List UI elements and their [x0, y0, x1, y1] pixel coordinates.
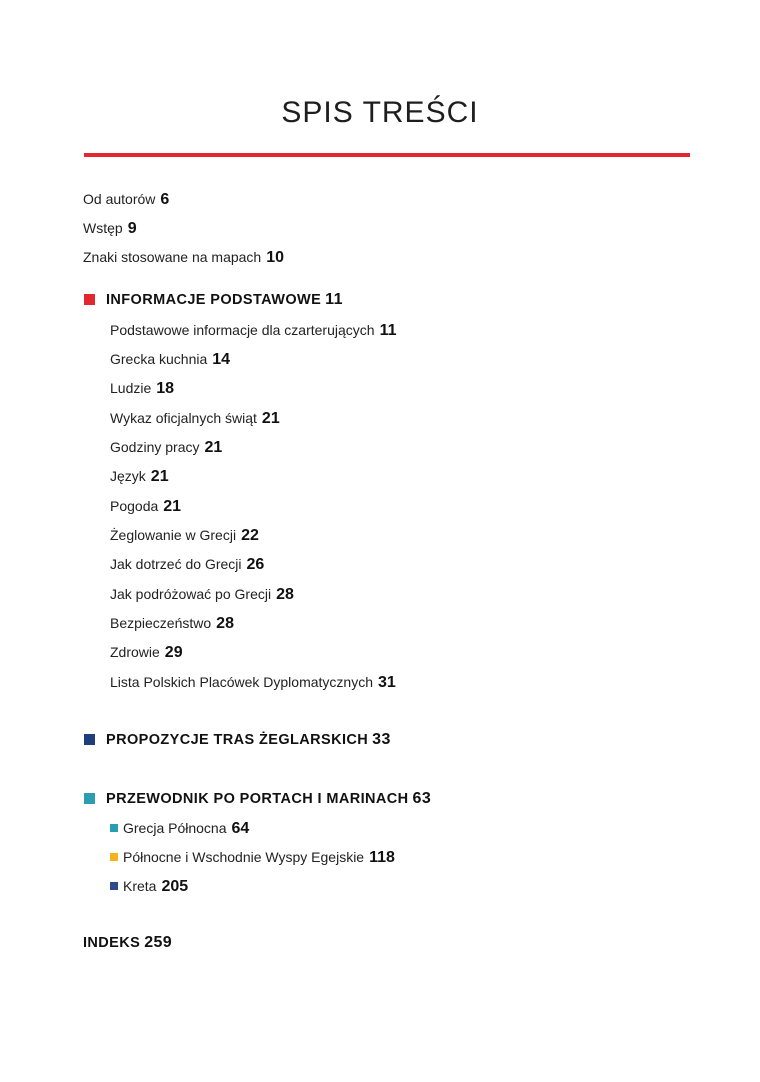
page-title: SPIS TREŚCI [281, 96, 479, 129]
toc-index-heading[interactable] [83, 934, 172, 952]
toc-entry-page: 22 [241, 527, 259, 544]
toc-entry[interactable] [110, 379, 174, 398]
toc-entry-page: 118 [369, 849, 395, 866]
subsection-marker-yellow [110, 853, 118, 861]
section-label: PROPOZYCJE TRAS ŻEGLARSKICH [106, 732, 369, 748]
toc-entry[interactable] [110, 614, 234, 633]
section-page: 33 [372, 731, 391, 748]
toc-entry[interactable] [110, 438, 222, 457]
toc-entry-label: Lista Polskich Placówek Dyplomatycznych [110, 674, 373, 690]
toc-entry-label: Ludzie [110, 380, 152, 396]
toc-entry-page: 18 [156, 380, 175, 397]
toc-entry-label: Pogoda [110, 498, 159, 514]
toc-entry[interactable] [110, 526, 259, 545]
toc-entry-page: 29 [164, 644, 183, 661]
toc-entry-label: Podstawowe informacje dla czarterujących [110, 322, 375, 338]
toc-entry-page: 9 [127, 220, 137, 237]
toc-entry-label: Żeglowanie w Grecji [110, 527, 237, 543]
toc-entry-page: 14 [212, 351, 231, 368]
toc-entry-page: 31 [378, 674, 396, 691]
subsection-marker-navy [110, 882, 118, 890]
toc-entry[interactable] [83, 190, 169, 209]
section-page: 11 [325, 291, 343, 308]
toc-entry[interactable] [123, 877, 188, 896]
section-marker-teal [84, 793, 95, 804]
toc-entry-page: 21 [163, 498, 182, 515]
toc-entry-label: Godziny pracy [110, 439, 200, 455]
toc-entry-label: Kreta [123, 878, 157, 894]
toc-entry[interactable] [83, 248, 284, 267]
toc-entry[interactable] [110, 467, 169, 486]
toc-entry[interactable] [123, 848, 395, 867]
toc-entry-label: Znaki stosowane na mapach [83, 249, 262, 265]
section-label: PRZEWODNIK PO PORTACH I MARINACH [106, 791, 409, 807]
toc-entry[interactable] [83, 219, 137, 238]
toc-entry[interactable] [110, 585, 294, 604]
toc-entry-page: 21 [204, 439, 223, 456]
toc-entry-label: Grecka kuchnia [110, 351, 208, 367]
toc-entry[interactable] [110, 409, 280, 428]
toc-entry[interactable] [110, 643, 183, 662]
toc-entry[interactable] [110, 321, 397, 340]
toc-section-heading[interactable] [106, 731, 391, 749]
section-page: 63 [412, 790, 432, 807]
toc-entry[interactable] [110, 673, 396, 692]
toc-entry-label: Grecja Północna [123, 820, 227, 836]
subsection-marker-teal [110, 824, 118, 832]
toc-entry[interactable] [110, 555, 264, 574]
toc-entry[interactable] [123, 819, 249, 838]
toc-entry-label: Wstęp [83, 220, 123, 236]
toc-entry-label: Język [110, 468, 146, 484]
toc-section-heading[interactable] [106, 790, 431, 808]
title-rule [84, 153, 690, 157]
toc-entry-page: 21 [261, 410, 280, 427]
toc-entry-label: Bezpieczeństwo [110, 615, 212, 631]
index-label: INDEKS [83, 935, 141, 951]
index-page: 259 [144, 934, 173, 951]
toc-entry-page: 11 [379, 322, 397, 339]
toc-entry-label: Północne i Wschodnie Wyspy Egejskie [123, 849, 365, 865]
section-marker-red [84, 294, 95, 305]
toc-entry[interactable] [110, 350, 230, 369]
toc-entry-page: 10 [266, 249, 285, 266]
toc-entry-label: Zdrowie [110, 644, 160, 660]
toc-section-heading[interactable] [106, 291, 343, 309]
toc-entry-page: 64 [231, 820, 250, 837]
toc-entry-page: 205 [161, 878, 189, 895]
toc-entry-label: Jak dotrzeć do Grecji [110, 556, 242, 572]
section-label: INFORMACJE PODSTAWOWE [106, 292, 322, 308]
toc-entry[interactable] [110, 497, 181, 516]
toc-entry-label: Wykaz oficjalnych świąt [110, 410, 257, 426]
toc-entry-label: Od autorów [83, 191, 156, 207]
toc-entry-page: 26 [246, 556, 265, 573]
toc-entry-page: 28 [276, 586, 294, 603]
toc-entry-page: 6 [160, 191, 170, 208]
section-marker-navy [84, 734, 95, 745]
toc-entry-page: 28 [216, 615, 234, 632]
toc-entry-page: 21 [150, 468, 169, 485]
toc-entry-label: Jak podróżować po Grecji [110, 586, 272, 602]
